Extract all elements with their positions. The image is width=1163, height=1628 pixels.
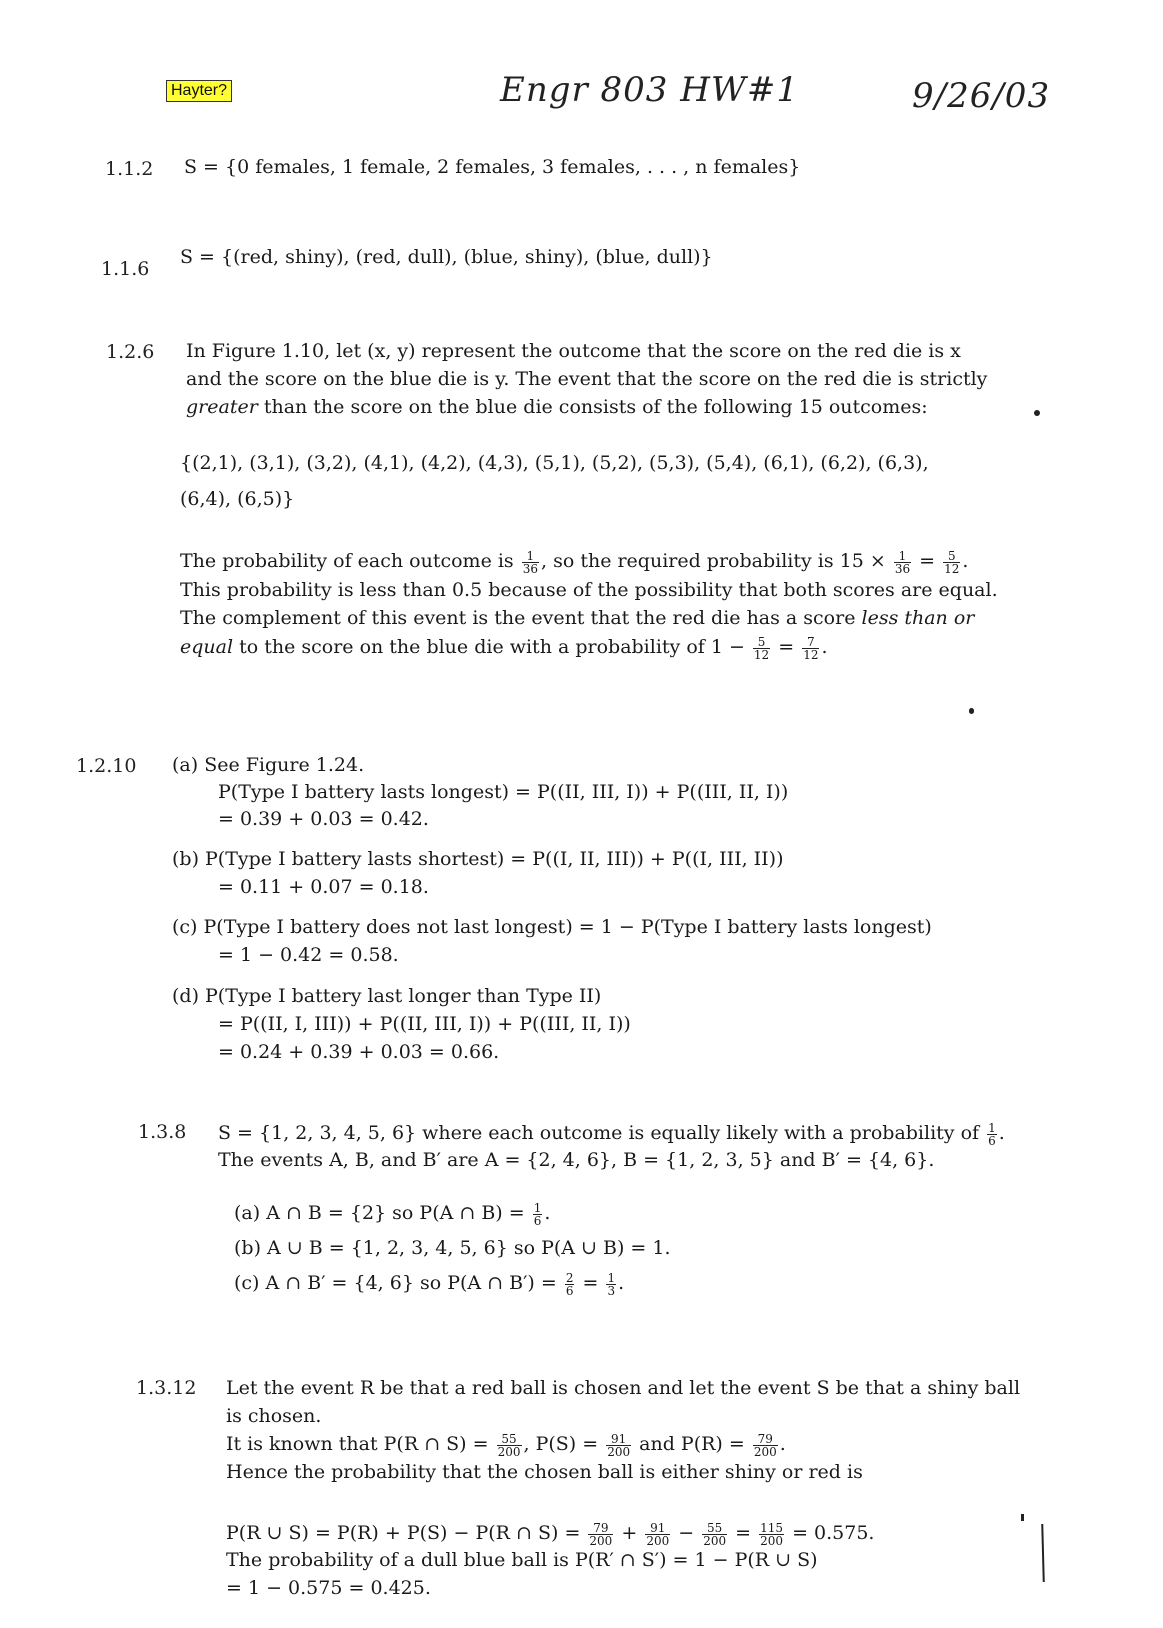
numerator: 79 xyxy=(588,1522,613,1535)
denominator: 200 xyxy=(497,1444,521,1459)
text-fragment: The complement of this event is the event that the red die has a score xyxy=(180,607,862,629)
italic-text: less than or xyxy=(861,607,975,629)
text-line: is chosen. xyxy=(226,1405,322,1427)
text-line: The probability of each outcome is $\frac{1}{36}$ , so the required probability is 15 × $\frac{1}{36}$ = $\frac{5}{12}$ . xyxy=(180,548,969,576)
numerator: 5 xyxy=(753,636,770,649)
numerator: 1 xyxy=(894,550,911,563)
text-fragment: . xyxy=(618,1272,625,1294)
text-line xyxy=(186,394,928,420)
fraction xyxy=(533,1202,543,1227)
numerator: 7 xyxy=(802,636,819,649)
handwritten-course-hw: Engr 803 HW#1 xyxy=(500,70,799,110)
denominator: 36 xyxy=(522,561,539,576)
part-a xyxy=(234,1200,550,1227)
fraction xyxy=(588,1522,613,1547)
problem-number-1-2-10: 1.2.10 xyxy=(76,755,137,777)
part-a-line-1: (a) See Figure 1.24. xyxy=(172,754,365,776)
margin-stroke xyxy=(1041,1524,1045,1582)
hayter-badge: Hayter? xyxy=(166,80,232,102)
numerator: 5 xyxy=(943,550,960,563)
denominator: 12 xyxy=(753,647,770,662)
denominator: 6 xyxy=(533,1213,542,1228)
text-line: This probability is less than 0.5 because of the possibility that both scores are equal. xyxy=(180,579,998,601)
text-line xyxy=(180,605,974,631)
text-fragment: and P(R) = xyxy=(633,1433,751,1455)
fraction xyxy=(606,1433,631,1458)
fraction xyxy=(497,1433,522,1458)
text-line: Let the event R be that a red ball is chosen and let the event S be that a shiny ball xyxy=(226,1377,1021,1399)
fraction xyxy=(753,636,770,661)
text-line: equal to the score on the blue die with a probability of 1 − $\frac{5}{12}$ = $\frac{7}{12}$ . xyxy=(180,634,828,662)
numerator: 115 xyxy=(760,1520,784,1535)
outcome-set-line-1: {(2,1), (3,1), (3,2), (4,1), (4,2), (4,3), (5,1), (5,2), (5,3), (5,4), (6,1), (6,2), (6,3), xyxy=(180,452,929,474)
text-fragment: . xyxy=(544,1202,551,1224)
text-fragment: than the score on the blue die consists of the following 15 outcomes: xyxy=(257,396,928,418)
denominator: 200 xyxy=(607,1444,631,1459)
text-line: = 1 − 0.575 = 0.425. xyxy=(226,1577,431,1599)
text-fragment: . xyxy=(998,1122,1005,1144)
denominator: 200 xyxy=(646,1533,670,1548)
scan-tick xyxy=(1021,1514,1024,1521)
text-fragment: , so the required probability is 15 × xyxy=(541,550,892,572)
denominator: 200 xyxy=(753,1444,777,1459)
denominator: 200 xyxy=(589,1533,613,1548)
numerator: 91 xyxy=(645,1522,670,1535)
part-d-line-1: (d) P(Type I battery last longer than Type II) xyxy=(172,985,602,1007)
part-c xyxy=(234,1270,624,1297)
part-c-line-1: (c) P(Type I battery does not last longest) = 1 − P(Type I battery lasts longest) xyxy=(172,916,932,938)
numerator: 55 xyxy=(497,1433,522,1446)
problem-number-1-3-12: 1.3.12 xyxy=(136,1377,197,1399)
part-c-line-2: = 1 − 0.42 = 0.58. xyxy=(218,944,399,966)
scan-dot xyxy=(1034,410,1040,416)
union-equation xyxy=(226,1520,874,1547)
text-fragment: = 0.575. xyxy=(786,1522,875,1544)
text-fragment: + xyxy=(615,1522,644,1544)
fraction xyxy=(943,550,960,575)
text-line: The probability of a dull blue ball is P(R′ ∩ S′) = 1 − P(R ∪ S) xyxy=(226,1549,818,1571)
text-line: Hence the probability that the chosen ball is either shiny or red is xyxy=(226,1461,863,1483)
fraction xyxy=(753,1433,778,1458)
problem-number-1-3-8: 1.3.8 xyxy=(138,1121,187,1143)
part-b-line-2: = 0.11 + 0.07 = 0.18. xyxy=(218,876,429,898)
numerator: 1 xyxy=(607,1270,616,1285)
text-fragment: The probability of each outcome is xyxy=(180,550,520,572)
problem-number-1-1-6: 1.1.6 xyxy=(101,258,150,280)
part-d-line-2: = P((II, I, III)) + P((II, III, I)) + P((III, II, I)) xyxy=(218,1013,631,1035)
denominator: 6 xyxy=(565,1283,574,1298)
text-fragment: , P(S) = xyxy=(523,1433,605,1455)
italic-text: equal xyxy=(180,636,234,658)
text-line: The events A, B, and B′ are A = {2, 4, 6}, B = {1, 2, 3, 5} and B′ = {4, 6}. xyxy=(218,1149,935,1171)
sample-space-balls: S = {(red, shiny), (red, dull), (blue, shiny), (blue, dull)} xyxy=(180,246,713,268)
part-d-line-3: = 0.24 + 0.39 + 0.03 = 0.66. xyxy=(218,1041,500,1063)
text-fragment: (a) A ∩ B = {2} so P(A ∩ B) = xyxy=(234,1202,531,1224)
denominator: 200 xyxy=(703,1533,727,1548)
numerator: 2 xyxy=(565,1270,574,1285)
text-fragment: P(R ∪ S) = P(R) + P(S) − P(R ∩ S) = xyxy=(226,1522,587,1544)
fraction xyxy=(565,1272,575,1297)
handwritten-date: 9/26/03 xyxy=(912,76,1051,116)
fraction xyxy=(522,550,539,575)
text-fragment: = xyxy=(913,550,942,572)
fraction xyxy=(702,1522,727,1547)
text-fragment: It is known that P(R ∩ S) = xyxy=(226,1433,495,1455)
text-fragment: − xyxy=(672,1522,701,1544)
text-fragment: = xyxy=(729,1522,758,1544)
text-line: In Figure 1.10, let (x, y) represent the outcome that the score on the red die is x xyxy=(186,340,961,362)
text-fragment: . xyxy=(779,1433,786,1455)
denominator: 36 xyxy=(894,561,911,576)
text-fragment: S = {1, 2, 3, 4, 5, 6} where each outcome is equally likely with a probability of xyxy=(218,1122,986,1144)
denominator: 3 xyxy=(607,1283,616,1298)
numerator: 79 xyxy=(753,1433,778,1446)
denominator: 6 xyxy=(988,1133,996,1148)
text-line xyxy=(226,1431,786,1458)
part-a-line-2: P(Type I battery lasts longest) = P((II, III, I)) + P((III, II, I)) xyxy=(218,781,789,803)
denominator: 12 xyxy=(803,647,819,662)
text-line xyxy=(218,1120,1005,1147)
text-fragment: = xyxy=(576,1272,605,1294)
denominator: 12 xyxy=(944,561,960,576)
part-b: (b) A ∪ B = {1, 2, 3, 4, 5, 6} so P(A ∪ B) = 1. xyxy=(234,1237,671,1259)
part-b-line-1: (b) P(Type I battery lasts shortest) = P((I, II, III)) + P((I, III, II)) xyxy=(172,848,784,870)
outcome-set-line-2: (6,4), (6,5)} xyxy=(180,488,295,510)
part-a-line-3: = 0.39 + 0.03 = 0.42. xyxy=(218,808,429,830)
fraction xyxy=(645,1522,670,1547)
fraction xyxy=(894,550,911,575)
text-fragment: (c) A ∩ B′ = {4, 6} so P(A ∩ B′) = xyxy=(234,1272,563,1294)
problem-number-1-2-6: 1.2.6 xyxy=(106,341,155,363)
fraction xyxy=(759,1522,784,1547)
numerator: 55 xyxy=(702,1522,727,1535)
numerator: 1 xyxy=(522,550,539,563)
fraction xyxy=(987,1122,997,1147)
text-line: and the score on the blue die is y. The event that the score on the red die is strictly xyxy=(186,368,988,390)
text-fragment: = xyxy=(772,636,801,658)
numerator: 91 xyxy=(606,1433,631,1446)
problem-number-1-1-2: 1.1.2 xyxy=(105,158,154,180)
numerator: 1 xyxy=(533,1200,542,1215)
scan-dot xyxy=(969,708,974,714)
numerator: 1 xyxy=(988,1120,996,1135)
fraction xyxy=(802,636,819,661)
italic-text: greater xyxy=(186,396,258,418)
denominator: 200 xyxy=(760,1533,784,1548)
sample-space-females: S = {0 females, 1 female, 2 females, 3 females, . . . , n females} xyxy=(184,156,801,178)
text-fragment: to the score on the blue die with a probability of 1 − xyxy=(233,636,751,658)
fraction xyxy=(606,1272,616,1297)
